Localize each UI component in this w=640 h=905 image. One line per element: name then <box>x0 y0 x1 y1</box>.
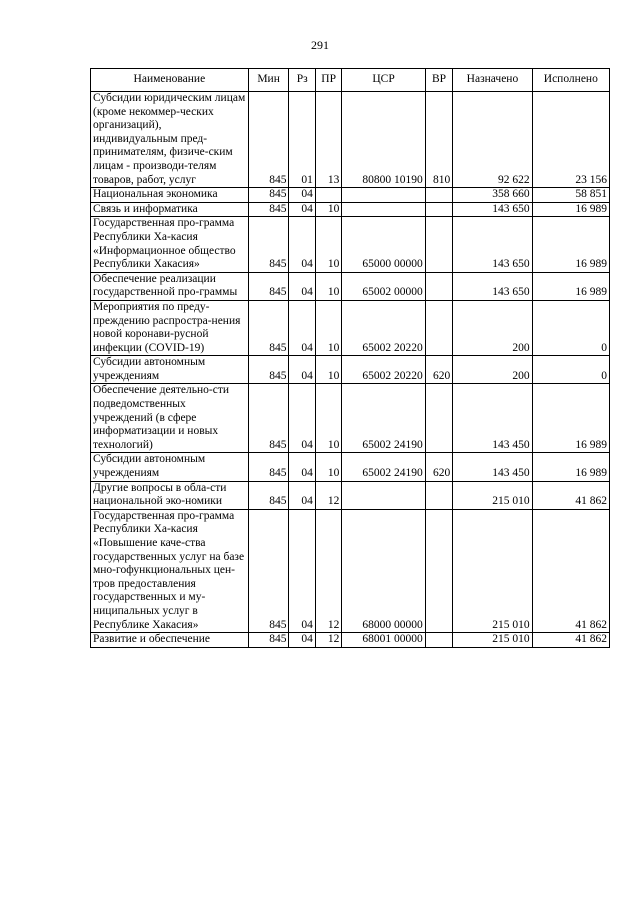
pr-cell: 10 <box>315 300 341 355</box>
assigned-cell: 200 <box>453 356 532 384</box>
executed-cell: 16 989 <box>532 217 609 272</box>
header-min: Мин <box>248 69 289 92</box>
table-row <box>91 356 610 384</box>
executed-cell: 0 <box>532 356 609 384</box>
name-cell: Обеспечение реализации государственной про-граммы <box>91 272 249 300</box>
vr-cell: 620 <box>425 453 452 481</box>
rz-cell: 04 <box>289 217 315 272</box>
table-row <box>91 633 610 648</box>
budget-table <box>90 68 610 648</box>
rz-cell: 04 <box>289 300 315 355</box>
executed-cell: 16 989 <box>532 453 609 481</box>
pr-cell: 12 <box>315 633 341 648</box>
csr-cell <box>342 202 425 217</box>
csr-cell: 65002 24190 <box>342 453 425 481</box>
rz-cell: 04 <box>289 481 315 509</box>
rz-cell: 04 <box>289 633 315 648</box>
name-cell: Субсидии автономным учреждениям <box>91 356 249 384</box>
rz-cell: 04 <box>289 453 315 481</box>
csr-cell: 68001 00000 <box>342 633 425 648</box>
csr-cell <box>342 188 425 203</box>
table-row <box>91 217 610 272</box>
rz-cell: 04 <box>289 272 315 300</box>
min-cell: 845 <box>248 217 289 272</box>
pr-cell: 10 <box>315 384 341 453</box>
rz-cell: 04 <box>289 356 315 384</box>
vr-cell <box>425 481 452 509</box>
min-cell: 845 <box>248 384 289 453</box>
executed-cell: 41 862 <box>532 509 609 632</box>
assigned-cell: 143 650 <box>453 202 532 217</box>
csr-cell: 80800 10190 <box>342 92 425 188</box>
csr-cell: 65002 00000 <box>342 272 425 300</box>
pr-cell: 12 <box>315 481 341 509</box>
vr-cell <box>425 633 452 648</box>
executed-cell: 0 <box>532 300 609 355</box>
rz-cell: 04 <box>289 384 315 453</box>
name-cell: Развитие и обеспечение <box>91 633 249 648</box>
pr-cell: 10 <box>315 217 341 272</box>
pr-cell: 13 <box>315 92 341 188</box>
vr-cell: 810 <box>425 92 452 188</box>
vr-cell <box>425 300 452 355</box>
assigned-cell: 143 650 <box>453 217 532 272</box>
page-number: 291 <box>311 38 329 52</box>
assigned-cell: 358 660 <box>453 188 532 203</box>
min-cell: 845 <box>248 92 289 188</box>
min-cell: 845 <box>248 356 289 384</box>
table-row <box>91 272 610 300</box>
table-row <box>91 384 610 453</box>
vr-cell <box>425 188 452 203</box>
executed-cell: 41 862 <box>532 633 609 648</box>
min-cell: 845 <box>248 272 289 300</box>
executed-cell: 41 862 <box>532 481 609 509</box>
min-cell: 845 <box>248 509 289 632</box>
min-cell: 845 <box>248 202 289 217</box>
executed-cell: 23 156 <box>532 92 609 188</box>
header-csr: ЦСР <box>342 69 425 92</box>
header-rz: Рз <box>289 69 315 92</box>
vr-cell <box>425 272 452 300</box>
name-cell: Национальная экономика <box>91 188 249 203</box>
min-cell: 845 <box>248 188 289 203</box>
name-cell: Обеспечение деятельно-сти подведомственных учреждений (в сфере информатизации и новых технологий) <box>91 384 249 453</box>
executed-cell: 58 851 <box>532 188 609 203</box>
table-row <box>91 92 610 188</box>
pr-cell: 10 <box>315 272 341 300</box>
table-row <box>91 300 610 355</box>
vr-cell <box>425 202 452 217</box>
min-cell: 845 <box>248 633 289 648</box>
name-cell: Государственная про-грамма Республики Ха-касия «Информационное общество Республики Хакасия» <box>91 217 249 272</box>
assigned-cell: 143 450 <box>453 384 532 453</box>
table-row <box>91 453 610 481</box>
min-cell: 845 <box>248 453 289 481</box>
rz-cell: 04 <box>289 509 315 632</box>
name-cell: Субсидии автономным учреждениям <box>91 453 249 481</box>
pr-cell <box>315 188 341 203</box>
name-cell: Связь и информатика <box>91 202 249 217</box>
csr-cell: 65002 20220 <box>342 300 425 355</box>
table-row <box>91 509 610 632</box>
header-executed: Исполнено <box>532 69 609 92</box>
csr-cell: 65002 20220 <box>342 356 425 384</box>
rz-cell: 04 <box>289 188 315 203</box>
name-cell: Субсидии юридическим лицам (кроме некоммер-ческих организаций), индивидуальным пред-принимателям, физиче-ским лицам - производи-телям товаров, работ, услуг <box>91 92 249 188</box>
rz-cell: 01 <box>289 92 315 188</box>
assigned-cell: 200 <box>453 300 532 355</box>
assigned-cell: 215 010 <box>453 481 532 509</box>
pr-cell: 10 <box>315 202 341 217</box>
table-row <box>91 202 610 217</box>
table-row <box>91 481 610 509</box>
csr-cell: 65000 00000 <box>342 217 425 272</box>
vr-cell: 620 <box>425 356 452 384</box>
assigned-cell: 215 010 <box>453 509 532 632</box>
min-cell: 845 <box>248 300 289 355</box>
pr-cell: 12 <box>315 509 341 632</box>
table-row <box>91 188 610 203</box>
executed-cell: 16 989 <box>532 202 609 217</box>
executed-cell: 16 989 <box>532 272 609 300</box>
table-header-row <box>91 69 610 92</box>
vr-cell <box>425 384 452 453</box>
pr-cell: 10 <box>315 356 341 384</box>
header-name: Наименование <box>91 69 249 92</box>
vr-cell <box>425 509 452 632</box>
assigned-cell: 143 450 <box>453 453 532 481</box>
name-cell: Мероприятия по преду-преждению распростра-нения новой коронави-русной инфекции (COVID-19) <box>91 300 249 355</box>
assigned-cell: 92 622 <box>453 92 532 188</box>
header-pr: ПР <box>315 69 341 92</box>
name-cell: Другие вопросы в обла-сти национальной эко-номики <box>91 481 249 509</box>
name-cell: Государственная про-грамма Республики Ха-касия «Повышение каче-ства государственных услуг на базе мно-гофункциональных цен-тров предоставления государственных и му-ниципальных услуг в Республике Хакасия» <box>91 509 249 632</box>
csr-cell: 65002 24190 <box>342 384 425 453</box>
min-cell: 845 <box>248 481 289 509</box>
csr-cell: 68000 00000 <box>342 509 425 632</box>
assigned-cell: 143 650 <box>453 272 532 300</box>
vr-cell <box>425 217 452 272</box>
header-vr: ВР <box>425 69 452 92</box>
executed-cell: 16 989 <box>532 384 609 453</box>
rz-cell: 04 <box>289 202 315 217</box>
header-assigned: Назначено <box>453 69 532 92</box>
csr-cell <box>342 481 425 509</box>
assigned-cell: 215 010 <box>453 633 532 648</box>
pr-cell: 10 <box>315 453 341 481</box>
